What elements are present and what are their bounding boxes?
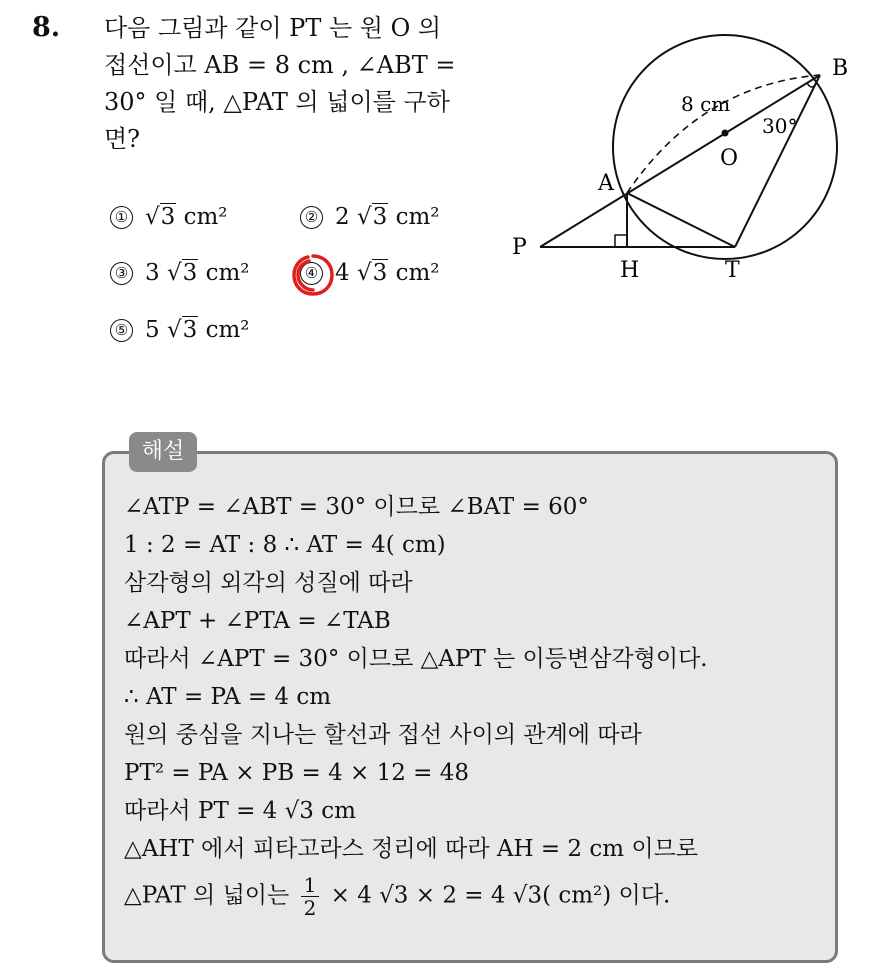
- stem-line: 다음 그림과 같이 PT 는 원 O 의: [104, 14, 442, 42]
- stem-line: 면?: [104, 125, 141, 153]
- angle-label: 30°: [762, 114, 798, 138]
- choice-radicand: 3: [372, 260, 388, 286]
- question-number: 8.: [32, 12, 61, 43]
- choice-unit: cm²: [395, 204, 440, 230]
- solution-line: 따라서 PT = 4 √3 cm: [124, 798, 356, 824]
- choice-number: ⑤: [110, 319, 133, 342]
- choice-5[interactable]: ⑤ 5 √3 cm²: [110, 317, 249, 343]
- right-angle-mark: [615, 235, 627, 247]
- circle-tangent-figure: [505, 15, 865, 285]
- choice-unit: cm²: [183, 204, 228, 230]
- solution-tag: 해설: [129, 432, 197, 472]
- solution-line: PT² = PA × PB = 4 × 12 = 48: [124, 760, 470, 786]
- choice-coef: 4: [335, 260, 357, 286]
- choice-unit: cm²: [395, 260, 440, 286]
- final-suffix: × 4 √3 × 2 = 4 √3( cm²) 이다.: [330, 882, 671, 909]
- solution-line: 원의 중심을 지나는 할선과 접선 사이의 관계에 따라: [124, 722, 642, 748]
- fraction-half: [301, 874, 320, 919]
- solution-text: [124, 488, 824, 919]
- label-p: P: [512, 235, 527, 260]
- choice-number: ③: [110, 262, 133, 285]
- choice-radicand: 3: [160, 204, 176, 230]
- stem-line: 30° 일 때, △PAT 의 넓이를 구하: [104, 88, 450, 116]
- choice-2[interactable]: ② 2 √3 cm²: [300, 204, 439, 230]
- stem-line: 접선이고 AB = 8 cm , ∠ABT =: [104, 51, 456, 79]
- label-a: A: [598, 171, 614, 196]
- fraction-numerator: 1: [301, 874, 320, 897]
- final-prefix: △PAT 의 넓이는: [124, 882, 290, 909]
- fraction-denominator: 2: [303, 896, 317, 920]
- solution-line: 삼각형의 외각의 성질에 따라: [124, 570, 413, 596]
- solution-line: ∠ATP = ∠ABT = 30° 이므로 ∠BAT = 60°: [124, 494, 589, 520]
- choice-number: ①: [110, 206, 133, 229]
- choice-number: ②: [300, 206, 323, 229]
- solution-line: 따라서 ∠APT = 30° 이므로 △APT 는 이등변삼각형이다.: [124, 646, 708, 672]
- choice-radicand: 3: [182, 260, 198, 286]
- solution-line: 1 : 2 = AT : 8 ∴ AT = 4( cm): [124, 532, 446, 558]
- label-h: H: [620, 258, 640, 283]
- choice-coef: 3: [145, 260, 167, 286]
- choice-coef: 2: [335, 204, 357, 230]
- center-point: [722, 130, 729, 137]
- label-o: O: [720, 146, 739, 171]
- length-label: 8 cm: [681, 92, 731, 116]
- solution-line: ∴ AT = PA = 4 cm: [124, 684, 332, 710]
- choice-coef: 5: [145, 317, 167, 343]
- label-b: B: [832, 56, 849, 81]
- question-stem: [104, 10, 504, 158]
- choice-4[interactable]: ④ 4 √3 cm²: [300, 260, 439, 286]
- choice-unit: cm²: [205, 260, 250, 286]
- solution-line: △AHT 에서 피타고라스 정리에 따라 AH = 2 cm 이므로: [124, 836, 699, 862]
- label-t: T: [725, 258, 740, 283]
- choice-3[interactable]: ③ 3 √3 cm²: [110, 260, 249, 286]
- choice-1[interactable]: ① √3 cm²: [110, 204, 228, 230]
- solution-final-line: [124, 874, 824, 919]
- choice-radicand: 3: [372, 204, 388, 230]
- segment-at: [627, 193, 735, 247]
- choice-unit: cm²: [205, 317, 250, 343]
- answer-mark-icon: [290, 252, 336, 298]
- choice-radicand: 3: [182, 317, 198, 343]
- solution-line: ∠APT + ∠PTA = ∠TAB: [124, 608, 391, 634]
- choice-number: ④: [300, 262, 323, 285]
